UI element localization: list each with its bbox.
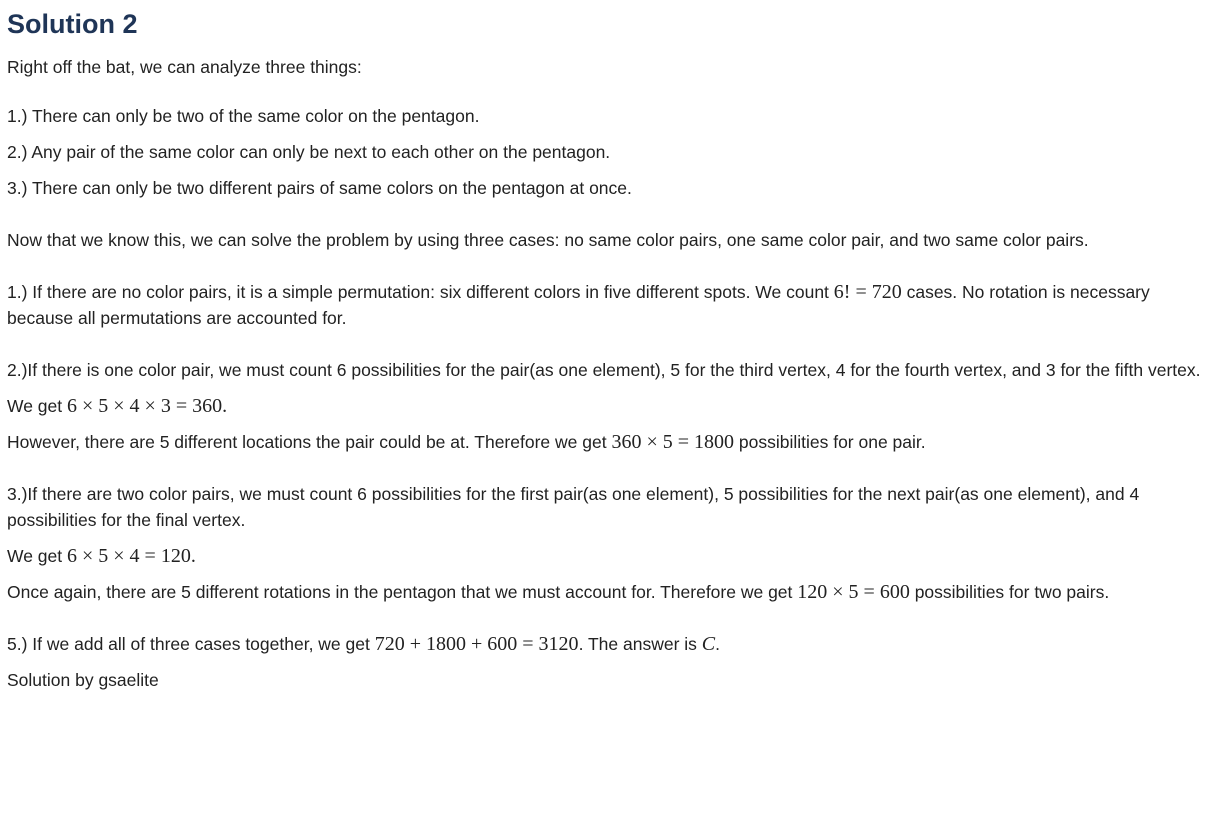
case-2-rotation-text [7, 429, 1204, 455]
case-3-computation [7, 543, 1204, 569]
case-2-rotation-math: 360 × 5 = 1800 [611, 431, 734, 453]
case-3-get-before: We get [7, 546, 67, 566]
observation-1: 1.) There can only be two of the same color on the pentagon. [7, 106, 480, 126]
case-3-block [7, 481, 1204, 605]
case-3-once-before: Once again, there are 5 different rotations in the pentagon that we must account for. Therefore we get [7, 582, 798, 602]
observation-3: 3.) There can only be two different pairs of same colors on the pentagon at once. [7, 178, 632, 198]
case-3-text: 3.)If there are two color pairs, we must count 6 possibilities for the first pair(as one element), 5 possibilities for the next pair(as one element), and 4 possibilities for the final vertex. [7, 484, 1140, 530]
observation-2: 2.) Any pair of the same color can only be next to each other on the pentagon. [7, 142, 611, 162]
case-1-text-before: 1.) If there are no color pairs, it is a simple permutation: six different colors in five different spots. We count [7, 282, 834, 302]
section-title: Solution 2 [7, 9, 138, 39]
case-2-however-before: However, there are 5 different locations the pair could be at. Therefore we get [7, 432, 612, 452]
case-2-get-after: . [222, 395, 228, 417]
case-2-text: 2.)If there is one color pair, we must count 6 possibilities for the pair(as one element), 5 for the third vertex, 4 for the fourth vertex, and 3 for the fifth vertex. [7, 360, 1201, 380]
case-3-rotation-text [7, 579, 1204, 605]
final-before: 5.) If we add all of three cases together, we get [7, 634, 375, 654]
case-1-text [7, 279, 1204, 331]
case-3-get-after: . [190, 545, 196, 567]
final-math: 720 + 1800 + 600 = 3120 [374, 633, 579, 655]
case-3-rotation-math: 120 × 5 = 600 [797, 581, 910, 603]
case-2-get-before: We get [7, 396, 67, 416]
final-after: . [715, 634, 720, 654]
case-2-computation [7, 393, 1204, 419]
final-middle: . The answer is [578, 634, 702, 654]
cases-intro-text: Now that we know this, we can solve the problem by using three cases: no same color pairs, one same color pair, and two same color pairs. [7, 230, 1089, 250]
intro-text: Right off the bat, we can analyze three things: [7, 57, 362, 77]
solution-credit: Solution by gsaelite [7, 670, 159, 690]
case-3-math: 6 × 5 × 4 = 120 [67, 545, 191, 567]
case-2-block [7, 357, 1204, 455]
case-3-once-after: possibilities for two pairs. [909, 582, 1110, 602]
case-2-however-after: possibilities for one pair. [734, 432, 926, 452]
case-1-text-after: cases. No rotation is necessary because all permutations are accounted for. [7, 282, 1150, 328]
case-1-math: 6! = 720 [833, 281, 902, 303]
case-2-math: 6 × 5 × 4 × 3 = 360 [67, 395, 223, 417]
final-sum-text [7, 631, 1204, 657]
observations-list [7, 103, 1204, 201]
final-answer: C [701, 633, 716, 655]
